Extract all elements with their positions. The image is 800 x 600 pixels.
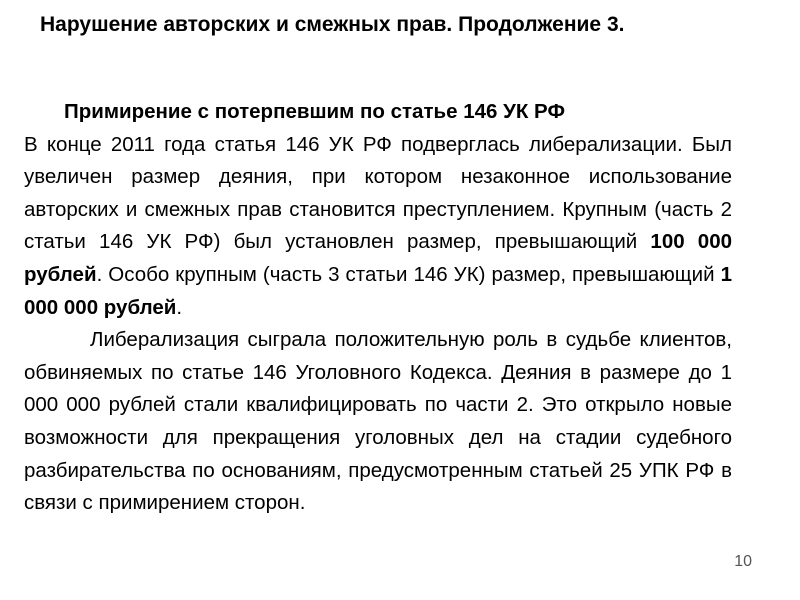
paragraph-text-c: . bbox=[176, 295, 183, 319]
paragraph-text-b: . Особо крупным (часть 3 статьи 146 УК) размер, превышающий bbox=[96, 262, 721, 286]
slide-content bbox=[24, 96, 732, 520]
section-heading: Примирение с потерпевшим по статье 146 УК РФ bbox=[64, 100, 565, 123]
paragraph-liberalization bbox=[24, 129, 732, 325]
amount-especially-large: 1 000 000 рублей bbox=[24, 262, 732, 319]
paragraph-text-a: В конце 2011 года статья 146 УК РФ подверглась либерализации. Был увеличен размер деяния, при котором незаконное использование авторских и смежных прав становится преступлением. Крупным (часть 2 статьи 146 УК РФ) был установлен размер, превышающий bbox=[24, 132, 732, 254]
paragraph-consequences: Либерализация сыграла положительную роль в судьбе клиентов, обвиняемых по статье 146 Уголовного Кодекса. Деяния в размере до 1 000 000 рублей стали квалифицировать по части 2. Это открыло новые возможности для прекращения уголовных дел на стадии судебного разбирательства по основаниям, предусмотренным статьей 25 УПК РФ в связи с примирением сторон. bbox=[24, 328, 732, 515]
slide-title: Нарушение авторских и смежных прав. Продолжение 3. bbox=[40, 13, 625, 36]
page-number: 10 bbox=[734, 553, 752, 570]
amount-large: 100 000 рублей bbox=[24, 230, 732, 286]
